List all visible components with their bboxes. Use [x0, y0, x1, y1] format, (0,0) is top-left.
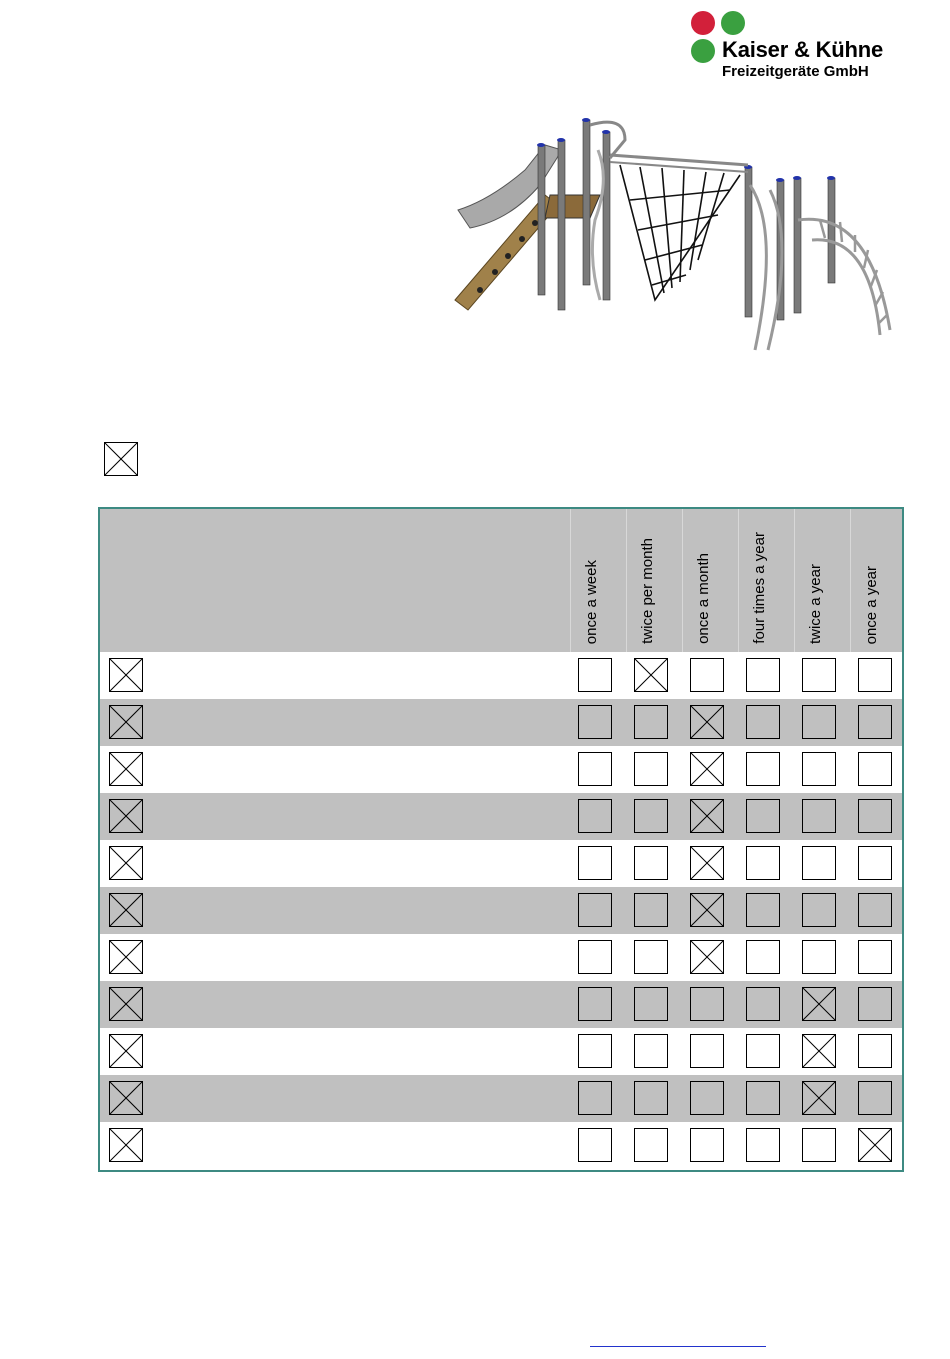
checked-box-icon — [802, 1081, 836, 1115]
row-select-checkbox[interactable] — [109, 893, 143, 927]
frequency-checkbox[interactable] — [802, 987, 836, 1021]
empty-box-icon — [858, 940, 892, 974]
frequency-checkbox[interactable] — [746, 752, 780, 786]
frequency-checkbox[interactable] — [578, 1081, 612, 1115]
empty-box-icon — [858, 799, 892, 833]
empty-box-icon — [578, 940, 612, 974]
checked-box-icon — [690, 940, 724, 974]
empty-box-icon — [634, 940, 668, 974]
column-header-label: once a month — [695, 553, 712, 644]
empty-box-icon — [802, 799, 836, 833]
frequency-checkbox[interactable] — [746, 1034, 780, 1068]
frequency-checkbox[interactable] — [690, 1034, 724, 1068]
checked-box-icon — [690, 893, 724, 927]
frequency-checkbox[interactable] — [746, 705, 780, 739]
frequency-checkbox[interactable] — [578, 1128, 612, 1162]
empty-box-icon — [802, 940, 836, 974]
empty-box-icon — [746, 846, 780, 880]
frequency-checkbox[interactable] — [858, 940, 892, 974]
frequency-checkbox[interactable] — [690, 799, 724, 833]
company-logo — [690, 10, 905, 85]
frequency-checkbox[interactable] — [634, 705, 668, 739]
frequency-checkbox[interactable] — [578, 658, 612, 692]
row-select-checkbox[interactable] — [109, 799, 143, 833]
frequency-checkbox[interactable] — [578, 940, 612, 974]
frequency-checkbox[interactable] — [690, 940, 724, 974]
empty-box-icon — [578, 799, 612, 833]
checked-box-icon — [109, 987, 143, 1021]
empty-box-icon — [746, 940, 780, 974]
empty-box-icon — [578, 987, 612, 1021]
empty-box-icon — [634, 893, 668, 927]
frequency-checkbox[interactable] — [690, 893, 724, 927]
empty-box-icon — [690, 658, 724, 692]
empty-box-icon — [578, 846, 612, 880]
checked-box-icon — [690, 846, 724, 880]
column-header-label: once a year — [863, 565, 880, 644]
column-header — [682, 509, 738, 652]
frequency-checkbox[interactable] — [634, 1128, 668, 1162]
frequency-checkbox[interactable] — [858, 893, 892, 927]
empty-box-icon — [746, 1034, 780, 1068]
frequency-checkbox[interactable] — [634, 752, 668, 786]
column-header — [850, 509, 906, 652]
empty-box-icon — [858, 846, 892, 880]
frequency-checkbox[interactable] — [802, 893, 836, 927]
frequency-checkbox[interactable] — [746, 1081, 780, 1115]
frequency-checkbox[interactable] — [858, 846, 892, 880]
empty-box-icon — [578, 705, 612, 739]
logo-company-subtitle: Freizeitgeräte GmbH — [722, 63, 869, 80]
frequency-checkbox[interactable] — [858, 1081, 892, 1115]
table-row — [100, 840, 902, 887]
column-header-label: four times a year — [751, 532, 768, 644]
frequency-checkbox[interactable] — [802, 799, 836, 833]
checked-box-icon — [109, 893, 143, 927]
frequency-checkbox[interactable] — [746, 658, 780, 692]
empty-box-icon — [690, 987, 724, 1021]
frequency-checkbox[interactable] — [578, 1034, 612, 1068]
frequency-checkbox[interactable] — [690, 658, 724, 692]
column-header-label: twice per month — [639, 538, 656, 644]
inspection-frequency-table — [98, 507, 904, 1172]
row-select-checkbox[interactable] — [109, 987, 143, 1021]
column-header-label: once a week — [583, 559, 600, 644]
frequency-checkbox[interactable] — [858, 1034, 892, 1068]
row-select-checkbox[interactable] — [109, 1128, 143, 1162]
logo-company-name: Kaiser & Kühne — [722, 37, 884, 62]
table-row — [100, 1122, 902, 1169]
empty-box-icon — [746, 1128, 780, 1162]
frequency-checkbox[interactable] — [578, 987, 612, 1021]
table-row — [100, 934, 902, 981]
checked-box-icon — [690, 752, 724, 786]
frequency-checkbox[interactable] — [746, 846, 780, 880]
frequency-checkbox[interactable] — [802, 940, 836, 974]
frequency-checkbox[interactable] — [578, 705, 612, 739]
frequency-checkbox[interactable] — [802, 1128, 836, 1162]
empty-box-icon — [634, 1034, 668, 1068]
empty-box-icon — [802, 752, 836, 786]
frequency-checkbox[interactable] — [802, 1081, 836, 1115]
frequency-checkbox[interactable] — [802, 846, 836, 880]
checked-box-icon — [690, 705, 724, 739]
empty-box-icon — [634, 799, 668, 833]
empty-box-icon — [578, 893, 612, 927]
frequency-checkbox[interactable] — [634, 987, 668, 1021]
checked-box-icon — [109, 705, 143, 739]
empty-box-icon — [746, 1081, 780, 1115]
playground-equipment-illustration-icon — [450, 110, 910, 360]
empty-box-icon — [578, 1128, 612, 1162]
table-row — [100, 981, 902, 1028]
footer-link[interactable] — [590, 1330, 766, 1347]
checked-box-icon — [109, 940, 143, 974]
frequency-checkbox[interactable] — [858, 987, 892, 1021]
frequency-checkbox[interactable] — [578, 893, 612, 927]
frequency-checkbox[interactable] — [690, 846, 724, 880]
frequency-checkbox[interactable] — [690, 987, 724, 1021]
frequency-checkbox[interactable] — [690, 752, 724, 786]
checked-box-icon — [109, 1081, 143, 1115]
table-row — [100, 793, 902, 840]
checked-box-icon — [109, 752, 143, 786]
row-select-checkbox[interactable] — [109, 1034, 143, 1068]
checked-box-icon — [802, 987, 836, 1021]
checked-box-icon — [109, 1034, 143, 1068]
playground-equipment-image — [450, 110, 910, 360]
empty-box-icon — [858, 893, 892, 927]
frequency-checkbox[interactable] — [690, 1081, 724, 1115]
frequency-checkbox[interactable] — [746, 799, 780, 833]
column-header — [626, 509, 682, 652]
empty-box-icon — [690, 1081, 724, 1115]
frequency-checkbox[interactable] — [802, 705, 836, 739]
frequency-checkbox[interactable] — [858, 799, 892, 833]
empty-box-icon — [634, 705, 668, 739]
empty-box-icon — [802, 705, 836, 739]
empty-box-icon — [858, 705, 892, 739]
frequency-checkbox[interactable] — [802, 658, 836, 692]
table-row — [100, 887, 902, 934]
table-header — [100, 509, 902, 652]
empty-box-icon — [690, 1034, 724, 1068]
empty-box-icon — [858, 1034, 892, 1068]
checked-box-icon — [634, 658, 668, 692]
frequency-checkbox[interactable] — [858, 1128, 892, 1162]
table-row — [100, 746, 902, 793]
checked-box-icon — [109, 799, 143, 833]
frequency-checkbox[interactable] — [746, 987, 780, 1021]
empty-box-icon — [858, 752, 892, 786]
frequency-checkbox[interactable] — [634, 1034, 668, 1068]
frequency-checkbox[interactable] — [634, 799, 668, 833]
frequency-checkbox[interactable] — [634, 846, 668, 880]
row-select-checkbox[interactable] — [109, 705, 143, 739]
empty-box-icon — [578, 1034, 612, 1068]
checked-box-icon — [690, 799, 724, 833]
frequency-checkbox[interactable] — [746, 940, 780, 974]
column-header-label: twice a year — [807, 563, 824, 644]
checked-box-icon — [109, 658, 143, 692]
empty-box-icon — [634, 846, 668, 880]
empty-box-icon — [634, 1128, 668, 1162]
empty-box-icon — [802, 893, 836, 927]
empty-box-icon — [746, 893, 780, 927]
empty-box-icon — [858, 1081, 892, 1115]
column-header — [570, 509, 626, 652]
empty-box-icon — [634, 752, 668, 786]
empty-box-icon — [578, 752, 612, 786]
frequency-checkbox[interactable] — [746, 1128, 780, 1162]
checked-box-icon — [109, 1128, 143, 1162]
frequency-checkbox[interactable] — [746, 893, 780, 927]
checked-box-icon — [104, 442, 138, 476]
frequency-checkbox[interactable] — [858, 752, 892, 786]
standalone-checkbox[interactable] — [104, 442, 138, 476]
checked-box-icon — [802, 1034, 836, 1068]
row-select-checkbox[interactable] — [109, 1081, 143, 1115]
empty-box-icon — [802, 1128, 836, 1162]
frequency-checkbox[interactable] — [802, 752, 836, 786]
row-select-checkbox[interactable] — [109, 658, 143, 692]
row-select-checkbox[interactable] — [109, 940, 143, 974]
table-row — [100, 652, 902, 699]
row-select-checkbox[interactable] — [109, 752, 143, 786]
frequency-checkbox[interactable] — [578, 846, 612, 880]
empty-box-icon — [858, 658, 892, 692]
empty-box-icon — [690, 1128, 724, 1162]
frequency-checkbox[interactable] — [634, 893, 668, 927]
empty-box-icon — [746, 658, 780, 692]
table-row — [100, 1028, 902, 1075]
empty-box-icon — [578, 1081, 612, 1115]
checked-box-icon — [109, 846, 143, 880]
empty-box-icon — [802, 846, 836, 880]
frequency-checkbox[interactable] — [858, 705, 892, 739]
frequency-checkbox[interactable] — [690, 1128, 724, 1162]
empty-box-icon — [802, 658, 836, 692]
empty-box-icon — [746, 705, 780, 739]
column-header — [738, 509, 794, 652]
column-header — [794, 509, 850, 652]
empty-box-icon — [746, 799, 780, 833]
frequency-checkbox[interactable] — [578, 752, 612, 786]
table-row — [100, 1075, 902, 1122]
frequency-checkbox[interactable] — [634, 940, 668, 974]
frequency-checkbox[interactable] — [634, 1081, 668, 1115]
empty-box-icon — [858, 987, 892, 1021]
empty-box-icon — [634, 987, 668, 1021]
frequency-checkbox[interactable] — [634, 658, 668, 692]
frequency-checkbox[interactable] — [858, 658, 892, 692]
empty-box-icon — [746, 987, 780, 1021]
frequency-checkbox[interactable] — [578, 799, 612, 833]
empty-box-icon — [578, 658, 612, 692]
frequency-checkbox[interactable] — [690, 705, 724, 739]
frequency-checkbox[interactable] — [802, 1034, 836, 1068]
empty-box-icon — [634, 1081, 668, 1115]
table-row — [100, 699, 902, 746]
checked-box-icon — [858, 1128, 892, 1162]
empty-box-icon — [746, 752, 780, 786]
row-select-checkbox[interactable] — [109, 846, 143, 880]
